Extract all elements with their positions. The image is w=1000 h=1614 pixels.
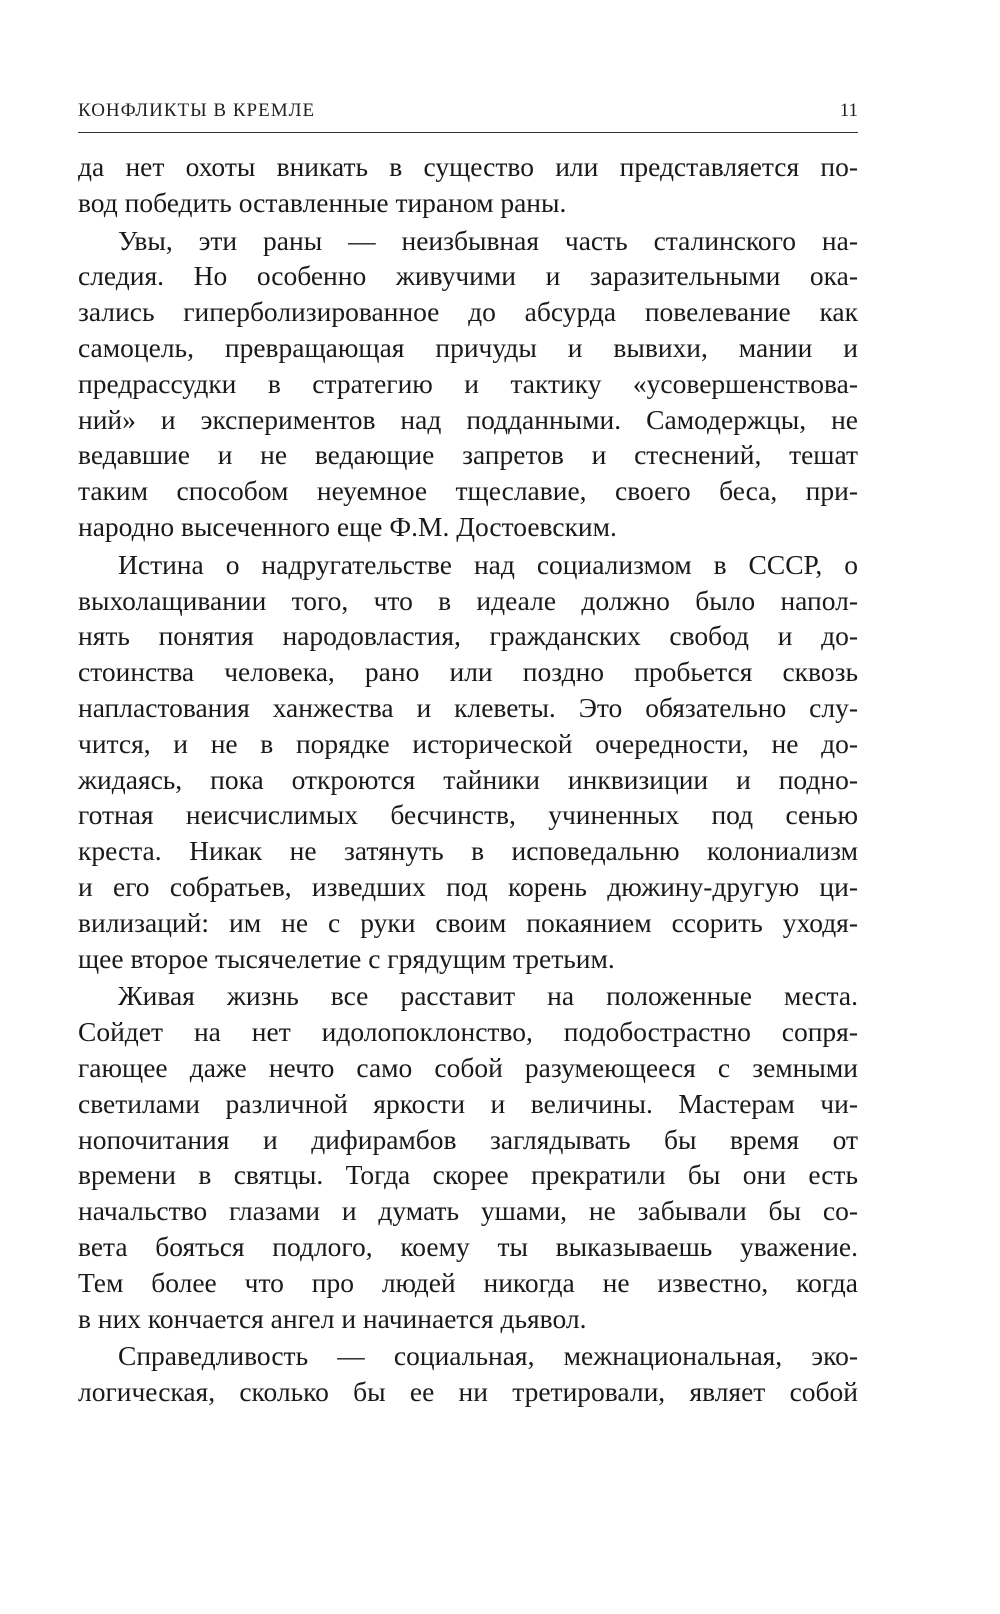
- text-line: напластования ханжества и клеветы. Это обязательно слу-: [78, 691, 858, 723]
- text-line: логическая, сколько бы ее ни третировали, являет собой: [78, 1376, 858, 1408]
- text-line: креста. Никак не затянуть в исповедальню колониализм: [78, 835, 858, 867]
- text-line: следия. Но особенно живучими и заразительными ока-: [78, 260, 858, 292]
- text-line: стоинства человека, рано или поздно пробьется сквозь: [78, 656, 858, 688]
- paragraph: [78, 547, 858, 977]
- text-line: Истина о надругательстве над социализмом в СССР, о: [118, 548, 858, 580]
- running-head: [78, 100, 858, 133]
- text-line: да нет охоты вникать в существо или представляется по-: [78, 151, 858, 182]
- paragraph: [78, 1338, 858, 1410]
- text-line: Тем более что про людей никогда не известно, когда: [78, 1266, 858, 1298]
- text-line: Справедливость — социальная, межнациональная, эко-: [118, 1340, 858, 1372]
- running-head-title: КОНФЛИКТЫ В КРЕМЛЕ: [78, 100, 316, 121]
- text-line: вета бояться подлого, коему ты выказываешь уважение.: [78, 1230, 858, 1262]
- text-line: Живая жизнь все расставит на положенные места.: [118, 980, 858, 1012]
- text-line: нять понятия народовластия, гражданских свобод и до-: [78, 620, 858, 652]
- text-line: чится, и не в порядке исторической очередности, не до-: [78, 727, 858, 759]
- book-page: [78, 100, 858, 1412]
- text-line: самоцель, превращающая причуды и вывихи, мании и: [78, 331, 858, 363]
- body-text: [78, 149, 858, 1410]
- text-line: Сойдет на нет идолопоклонство, подобострастно сопря-: [78, 1016, 858, 1048]
- text-line: таким способом неуемное тщеславие, своего беса, при-: [78, 475, 858, 507]
- text-line: выхолащивании того, что в идеале должно было напол-: [78, 584, 858, 616]
- text-line: предрассудки в стратегию и тактику «усовершенствова-: [78, 367, 858, 399]
- text-line: гающее даже нечто само собой разумеющееся с земными: [78, 1051, 858, 1083]
- paragraph: [78, 149, 858, 221]
- text-line: вилизаций: им не с руки своим покаянием ссорить уходя-: [78, 906, 858, 938]
- text-line: и его собратьев, изведших под корень дюжину-другую ци-: [78, 870, 858, 902]
- text-line: Увы, эти раны — неизбывная часть сталинского на-: [118, 224, 858, 256]
- text-line: жидаясь, пока откроются тайники инквизиции и подно-: [78, 763, 858, 795]
- text-line: в них кончается ангел и начинается дьявол.: [78, 1302, 587, 1334]
- text-line: нопочитания и дифирамбов заглядывать бы время от: [78, 1123, 858, 1155]
- text-line: времени в святцы. Тогда скорее прекратили бы они есть: [78, 1159, 858, 1191]
- text-line: светилами различной яркости и величины. Мастерам чи-: [78, 1087, 858, 1119]
- text-line: ведавшие и не ведающие запретов и стеснений, тешат: [78, 439, 858, 471]
- page-number: 11: [839, 100, 858, 121]
- text-line: зались гиперболизированное до абсурда повелевание как: [78, 296, 858, 328]
- paragraph: [78, 978, 858, 1336]
- text-line: начальство глазами и думать ушами, не забывали бы со-: [78, 1195, 858, 1227]
- paragraph: [78, 223, 858, 545]
- text-line: готная неисчислимых бесчинств, учиненных под сенью: [78, 799, 858, 831]
- text-line: щее второе тысячелетие с грядущим третьим.: [78, 942, 615, 974]
- text-line: ний» и экспериментов над подданными. Самодержцы, не: [78, 403, 858, 435]
- text-line: вод победить оставленные тираном раны.: [78, 186, 567, 218]
- text-line: народно высеченного еще Ф.М. Достоевским.: [78, 510, 617, 542]
